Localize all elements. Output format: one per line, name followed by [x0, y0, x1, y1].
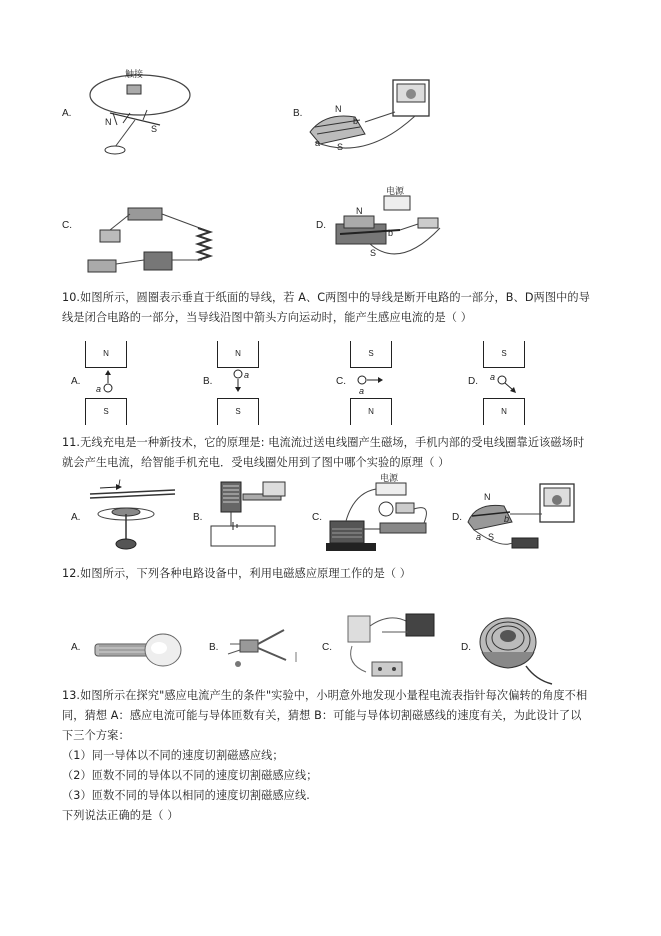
q10-a-bottom-magnet: S [85, 398, 127, 425]
q11-option-d-figure [462, 478, 582, 558]
q10-d-wire-label: a [490, 372, 496, 382]
q13-text-line-1: 13.如图所示在探究"感应电流产生的条件"实验中，小明意外地发现小量程电流表指针每次偏转的角度不相 [62, 689, 588, 702]
q11-text-line-1: 11.无线充电是一种新技术，它的原理是: 电流流过送电线圈产生磁场，手机内部的受电线圈靠近该磁场时 [62, 436, 585, 449]
question-11 [62, 433, 652, 473]
q9-a-mark-s: S [151, 124, 158, 134]
q13-closing: 下列说法正确的是（ ） [62, 809, 179, 822]
q13-plan-3: （3）匝数不同的导体以相同的速度切割磁感应线. [62, 789, 310, 802]
q11-option-a-figure [90, 478, 180, 553]
q9-d-mark-b: b [388, 228, 394, 238]
q11-d-mark-s: S [488, 532, 495, 542]
q10-c-wire [356, 372, 390, 396]
q10-b-wire-label: a [244, 370, 250, 380]
q9-option-d-letter: D. [316, 220, 326, 231]
q9-option-c-letter: C. [62, 220, 72, 231]
q12-option-d-letter: D. [461, 642, 471, 653]
q9-b-mark-a: a [315, 138, 321, 148]
q9-option-c-figure [80, 200, 220, 280]
q10-option-d-letter: D. [468, 376, 478, 387]
q10-b-bottom-magnet: S [217, 398, 259, 425]
q10-c-top-magnet: S [350, 341, 392, 368]
q13-text-line-3: 下三个方案： [62, 729, 130, 742]
q11-option-d-letter: D. [452, 512, 462, 523]
q12-option-b-figure [226, 620, 306, 678]
q9-d-label: 电源 [386, 186, 405, 196]
q12-option-c-letter: C. [322, 642, 332, 653]
q9-option-b-figure [305, 72, 435, 157]
q10-d-bottom-magnet: N [483, 398, 525, 425]
q13-plan-1: （1）同一导体以不同的速度切割磁感应线； [62, 749, 284, 762]
q11-option-a-letter: A. [71, 512, 81, 523]
q9-option-b-letter: B. [293, 108, 303, 119]
q10-text-line-2: 线是闭合电路的一部分，当导线沿图中箭头方向运动时，能产生感应电流的是（ ） [62, 311, 473, 324]
q12-option-a-letter: A. [71, 642, 81, 653]
question-13 [62, 686, 652, 826]
question-10 [62, 288, 652, 328]
q12-option-a-figure [95, 628, 190, 674]
q11-d-mark-b: b [504, 514, 510, 524]
q11-d-mark-a: a [476, 532, 482, 542]
q9-option-d-figure [330, 182, 450, 272]
q9-a-label: 触接 [125, 69, 144, 79]
q10-option-c-letter: C. [336, 376, 346, 387]
q11-text-line-2: 就会产生电流，给智能手机充电．受电线圈处用到了图中哪个实验的原理（ ） [62, 456, 450, 469]
q10-a-wire [94, 368, 124, 396]
q12-option-c-figure [342, 612, 442, 682]
q10-d-wire [488, 370, 522, 396]
q10-b-top-magnet: N [217, 341, 259, 368]
q9-option-a-figure [85, 65, 205, 160]
q10-a-wire-label: a [96, 384, 102, 394]
q12-option-b-letter: B. [209, 642, 219, 653]
q10-b-wire [228, 368, 258, 396]
q11-c-label: 电源 [380, 473, 399, 483]
q11-option-b-figure [203, 478, 293, 550]
q10-text-line-1: 10.如图所示，圆圈表示垂直于纸面的导线，若 A、C两图中的导线是断开电路的一部分，B、D两图中的导 [62, 291, 590, 304]
q9-b-mark-n: N [335, 104, 342, 114]
q10-c-bottom-magnet: N [350, 398, 392, 425]
q13-plan-2: （2）匝数不同的导体以不同的速度切割磁感应线； [62, 769, 318, 782]
q11-option-c-figure [324, 473, 434, 555]
q10-option-a-letter: A. [71, 376, 81, 387]
q9-b-mark-b: b [353, 116, 359, 126]
q13-text-line-2: 同，猜想 A：感应电流可能与导体匝数有关，猜想 B：可能与导体切割磁感线的速度有关，为此设计了以 [62, 709, 582, 722]
question-12: 12.如图所示，下列各种电路设备中，利用电磁感应原理工作的是（ ） [62, 567, 412, 580]
q9-a-mark-n: N [105, 117, 112, 127]
q9-d-mark-n: N [356, 206, 363, 216]
q12-option-d-figure [476, 612, 556, 688]
q9-d-mark-s: S [370, 248, 377, 258]
q10-c-wire-label: a [359, 386, 365, 396]
q11-option-c-letter: C. [312, 512, 322, 523]
q10-a-top-magnet: N [85, 341, 127, 368]
q9-option-a-letter: A. [62, 108, 72, 119]
q11-d-mark-n: N [484, 492, 491, 502]
q10-d-top-magnet: S [483, 341, 525, 368]
q11-a-current: I [118, 478, 121, 488]
q11-option-b-letter: B. [193, 512, 203, 523]
q10-option-b-letter: B. [203, 376, 213, 387]
q9-b-mark-s: S [337, 142, 344, 152]
